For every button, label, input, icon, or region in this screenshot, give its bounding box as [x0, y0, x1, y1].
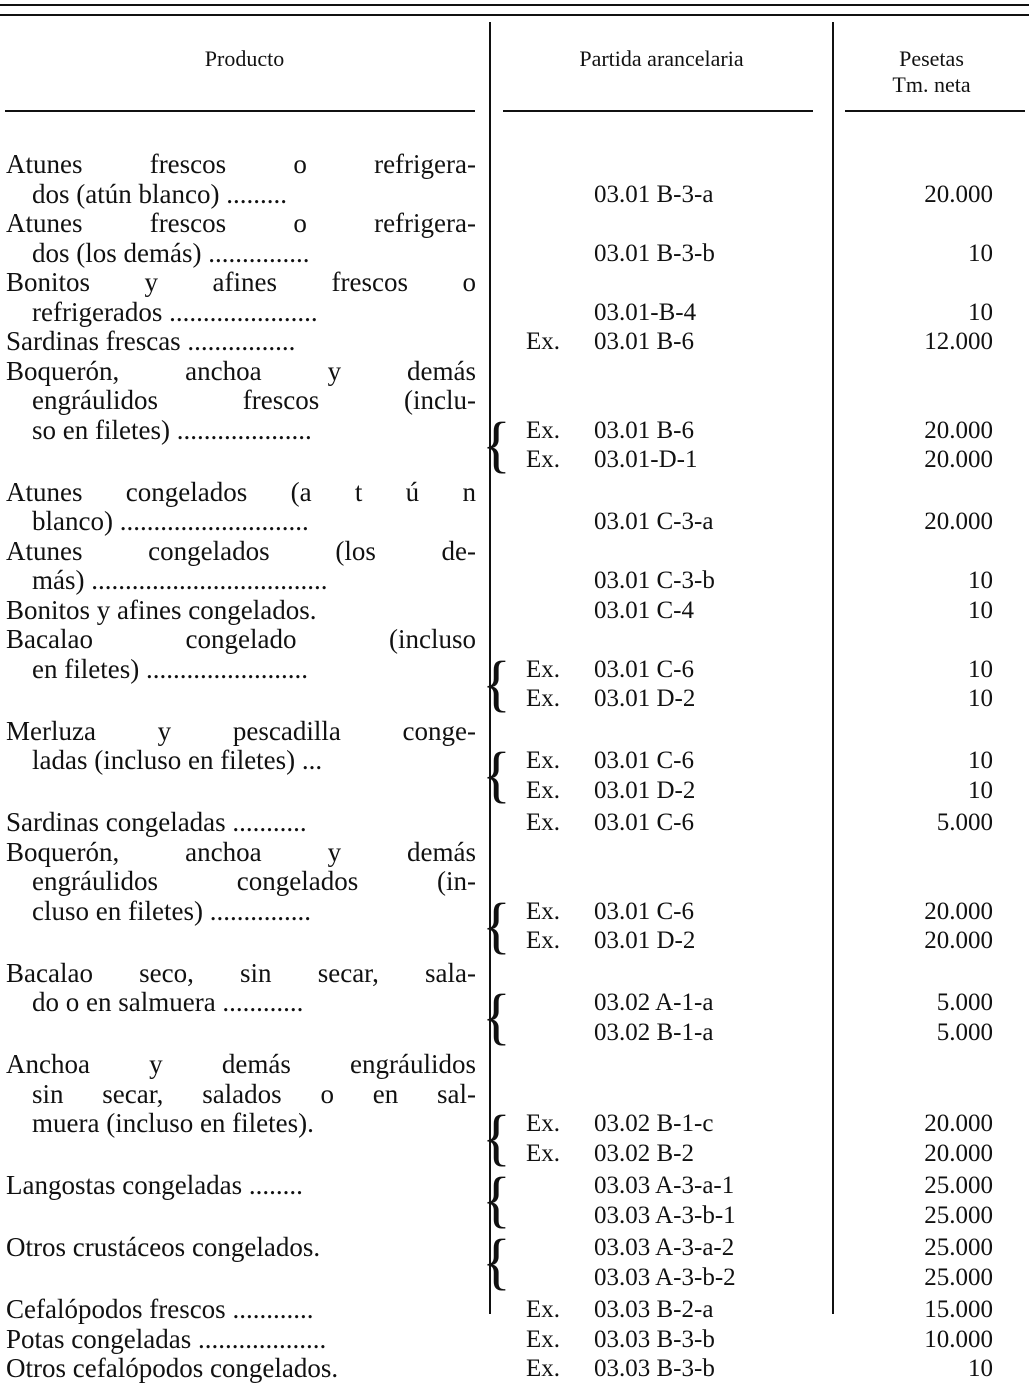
pesetas-value: 10	[968, 1355, 993, 1382]
product-cell	[6, 327, 476, 357]
ex-prefix: Ex.	[526, 1355, 561, 1382]
pesetas-value: 10	[968, 776, 993, 804]
product-line: engráulidos frescos (inclu-	[32, 386, 476, 415]
tariff-cell	[482, 1164, 1029, 1234]
brace-mark: {	[482, 647, 511, 718]
tariff-line	[490, 684, 1029, 714]
pesetas-value: 20.000	[924, 416, 993, 444]
ex-prefix: Ex.	[526, 747, 561, 774]
pesetas-value: 15.000	[924, 1296, 993, 1323]
tariff-line	[490, 298, 1029, 328]
tariff-code: 03.02 B-1-a	[594, 1018, 714, 1046]
product-cell	[6, 537, 476, 596]
table-row	[0, 959, 1029, 1051]
product-cell	[6, 1354, 476, 1384]
header-pesetas	[834, 46, 1029, 98]
tariff-cell	[490, 1295, 1029, 1325]
pesetas-value: 10.000	[924, 1325, 993, 1353]
pesetas-value: 20.000	[924, 1139, 993, 1167]
product-line: Langostas congeladas ........	[6, 1171, 303, 1200]
tariff-code: 03.01 D-2	[594, 927, 696, 954]
table-row	[0, 1226, 1029, 1296]
brace-mark: {	[482, 1226, 511, 1296]
tariff-table-body	[0, 150, 1029, 1384]
ex-prefix: Ex.	[526, 927, 561, 954]
tariff-line	[490, 327, 1029, 357]
product-line: Atunes frescos o refrigera-	[6, 209, 476, 238]
product-cell	[6, 1295, 476, 1325]
table-row	[0, 209, 1029, 268]
tariff-cell	[482, 408, 1029, 479]
tariff-code: 03.03 A-3-b-1	[594, 1201, 736, 1229]
tariff-line	[490, 1295, 1029, 1325]
ex-prefix: Ex.	[526, 655, 561, 683]
pesetas-value: 20.000	[924, 180, 993, 208]
product-line: Cefalópodos frescos ............	[6, 1295, 314, 1324]
table-row	[0, 1354, 1029, 1384]
pesetas-value: 20.000	[924, 927, 993, 954]
table-row	[0, 268, 1029, 327]
product-line: Boquerón, anchoa y demás	[6, 356, 476, 386]
product-line: dos (atún blanco) .........	[32, 179, 287, 209]
pesetas-value: 25.000	[924, 1263, 993, 1291]
pesetas-value: 10	[968, 239, 993, 267]
tariff-cell	[490, 566, 1029, 596]
tariff-cell	[482, 889, 1029, 960]
header-underline	[5, 110, 475, 112]
tariff-cell	[482, 981, 1029, 1051]
product-line: Otros cefalópodos congelados.	[6, 1354, 339, 1383]
pesetas-value: 5.000	[936, 809, 993, 836]
product-line: Merluza y pescadilla conge-	[6, 716, 476, 746]
brace-mark: {	[482, 739, 511, 809]
product-line: cluso en filetes) ...............	[32, 896, 311, 926]
product-cell	[6, 357, 476, 446]
product-line: ladas (incluso en filetes) ...	[32, 746, 323, 775]
product-cell	[6, 209, 476, 268]
tariff-line	[490, 1354, 1029, 1384]
product-cell	[6, 625, 476, 684]
tariff-line	[490, 1263, 1029, 1293]
tariff-code: 03.02 B-2	[594, 1139, 694, 1167]
tariff-code: 03.01 C-3-b	[594, 567, 715, 594]
table-row	[0, 327, 1029, 357]
tariff-cell	[490, 1325, 1029, 1355]
pesetas-value: 25.000	[924, 1234, 993, 1261]
product-line: Sardinas frescas ................	[6, 327, 296, 356]
tariff-code: 03.01 B-3-b	[594, 239, 715, 267]
tariff-cell	[490, 808, 1029, 838]
product-cell	[6, 717, 476, 776]
tariff-code: 03.03 A-3-a-1	[594, 1172, 735, 1199]
tariff-line	[490, 808, 1029, 838]
tariff-line	[490, 1109, 1029, 1139]
table-row	[0, 596, 1029, 626]
product-cell	[6, 478, 476, 537]
product-cell	[6, 596, 476, 626]
tariff-code: 03.01 C-3-a	[594, 508, 714, 535]
tariff-cell	[482, 1102, 1029, 1172]
table-row	[0, 1164, 1029, 1234]
tariff-code: 03.03 A-3-b-2	[594, 1263, 736, 1291]
tariff-cell	[490, 327, 1029, 357]
product-cell	[6, 1233, 476, 1263]
tariff-cell	[490, 507, 1029, 537]
tariff-code: 03.03 A-3-a-2	[594, 1234, 735, 1261]
product-line: Otros crustáceos congelados.	[6, 1233, 321, 1262]
ex-prefix: Ex.	[526, 1110, 561, 1137]
table-row	[0, 537, 1029, 596]
pesetas-value: 10	[968, 685, 993, 712]
ex-prefix: Ex.	[526, 446, 561, 473]
table-row	[0, 150, 1029, 209]
tariff-code: 03.03 B-3-b	[594, 1325, 715, 1353]
tariff-cell	[490, 298, 1029, 328]
tariff-cell	[490, 180, 1029, 210]
tariff-line	[490, 1171, 1029, 1201]
tariff-line	[490, 239, 1029, 269]
tariff-code: 03.03 B-3-b	[594, 1355, 715, 1382]
brace-mark: {	[482, 1102, 511, 1172]
product-line: engráulidos congelados (in-	[32, 867, 476, 896]
tariff-line	[490, 655, 1029, 685]
tariff-line	[490, 988, 1029, 1018]
header-underline	[503, 110, 813, 112]
tariff-code: 03.01-B-4	[594, 298, 697, 326]
tariff-line	[490, 180, 1029, 210]
tariff-line	[490, 596, 1029, 626]
product-line: Atunes frescos o refrigera-	[6, 150, 476, 179]
pesetas-value: 20.000	[924, 446, 993, 473]
tariff-line	[490, 1139, 1029, 1169]
product-cell	[6, 1171, 476, 1201]
product-line: Potas congeladas ...................	[6, 1324, 327, 1354]
table-row	[0, 838, 1029, 959]
pesetas-value: 20.000	[924, 1110, 993, 1137]
ex-prefix: Ex.	[526, 416, 561, 444]
product-line: más) ...................................	[32, 566, 328, 595]
tariff-line	[490, 507, 1029, 537]
product-cell	[6, 838, 476, 927]
product-line: en filetes) ........................	[32, 654, 308, 684]
tariff-cell	[490, 596, 1029, 626]
tariff-code: 03.01 C-6	[594, 897, 694, 925]
brace-mark: {	[482, 1164, 511, 1234]
pesetas-value: 10	[968, 596, 993, 624]
table-row	[0, 1325, 1029, 1355]
product-cell	[6, 268, 476, 327]
tariff-line	[490, 1325, 1029, 1355]
tariff-code: 03.01 B-3-a	[594, 180, 714, 208]
tariff-line	[490, 566, 1029, 596]
table-row	[0, 357, 1029, 478]
product-line: Sardinas congeladas ...........	[6, 808, 307, 837]
product-cell	[6, 1325, 476, 1355]
pesetas-value: 12.000	[924, 328, 993, 355]
tariff-line	[490, 1233, 1029, 1263]
tariff-line	[490, 1201, 1029, 1231]
tariff-code: 03.01 D-2	[594, 685, 696, 712]
table-row	[0, 478, 1029, 537]
table-row	[0, 1295, 1029, 1325]
pesetas-value: 5.000	[936, 989, 993, 1016]
brace-mark: {	[482, 889, 511, 960]
tariff-cell	[490, 239, 1029, 269]
tariff-code: 03.02 B-1-c	[594, 1110, 714, 1137]
tariff-line	[490, 1018, 1029, 1048]
product-line: sin secar, salados o en sal-	[32, 1079, 476, 1109]
top-rule-2	[0, 14, 1029, 16]
ex-prefix: Ex.	[526, 1139, 561, 1167]
tariff-code: 03.03 B-2-a	[594, 1296, 714, 1323]
product-line: Anchoa y demás engráulidos	[6, 1050, 476, 1079]
tariff-code: 03.01 C-6	[594, 655, 694, 683]
table-row	[0, 717, 1029, 809]
tariff-code: 03.01 C-4	[594, 596, 694, 624]
brace-mark: {	[482, 981, 511, 1051]
product-line: Atunes congelados (los de-	[6, 536, 476, 566]
tariff-line	[490, 746, 1029, 776]
tariff-line	[490, 776, 1029, 806]
tariff-code: 03.01-D-1	[594, 446, 698, 473]
tariff-code: 03.01 C-6	[594, 747, 694, 774]
product-line: do o en salmuera ............	[32, 988, 304, 1017]
product-cell	[6, 808, 476, 838]
ex-prefix: Ex.	[526, 1296, 561, 1323]
header-pesetas-line1: Pesetas	[899, 46, 964, 71]
pesetas-value: 10	[968, 298, 993, 326]
header-pesetas-line2: Tm. neta	[892, 72, 971, 97]
product-line: Boquerón, anchoa y demás	[6, 837, 476, 867]
table-row	[0, 1050, 1029, 1171]
brace-mark: {	[482, 408, 511, 479]
ex-prefix: Ex.	[526, 776, 561, 804]
tariff-cell	[482, 739, 1029, 809]
ex-prefix: Ex.	[526, 897, 561, 925]
tariff-cell	[482, 1226, 1029, 1296]
tariff-code: 03.01 D-2	[594, 776, 696, 804]
tariff-code: 03.01 B-6	[594, 416, 694, 444]
tariff-line	[490, 416, 1029, 446]
pesetas-value: 10	[968, 747, 993, 774]
ex-prefix: Ex.	[526, 685, 561, 712]
tariff-code: 03.01 B-6	[594, 328, 694, 355]
product-line: muera (incluso en filetes).	[32, 1109, 314, 1138]
product-cell	[6, 959, 476, 1018]
pesetas-value: 5.000	[936, 1018, 993, 1046]
product-line: Bonitos y afines congelados.	[6, 595, 317, 625]
table-row	[0, 808, 1029, 838]
pesetas-value: 20.000	[924, 897, 993, 925]
product-line: Bacalao congelado (incluso	[6, 625, 476, 654]
product-cell	[6, 1050, 476, 1139]
tariff-cell	[482, 647, 1029, 718]
tariff-code: 03.02 A-1-a	[594, 989, 714, 1016]
product-line: Bonitos y afines frescos o	[6, 268, 476, 297]
tariff-code: 03.01 C-6	[594, 809, 694, 836]
header-product: Producto	[204, 46, 285, 71]
tariff-cell	[490, 1354, 1029, 1384]
product-line: Bacalao seco, sin secar, sala-	[6, 958, 476, 988]
pesetas-value: 10	[968, 567, 993, 594]
product-line: dos (los demás) ...............	[32, 238, 310, 268]
header-partida: Partida arancelaria	[579, 46, 744, 71]
ex-prefix: Ex.	[526, 1325, 561, 1353]
ex-prefix: Ex.	[526, 809, 561, 836]
tariff-line	[490, 926, 1029, 956]
product-line: refrigerados ......................	[32, 297, 318, 327]
top-rule	[0, 4, 1029, 6]
product-line: blanco) ............................	[32, 507, 309, 536]
product-cell	[6, 150, 476, 209]
ex-prefix: Ex.	[526, 328, 561, 355]
table-row	[0, 625, 1029, 717]
pesetas-value: 25.000	[924, 1172, 993, 1199]
pesetas-value: 25.000	[924, 1201, 993, 1229]
tariff-line	[490, 897, 1029, 927]
product-line: Atunes congelados (a t ú n	[6, 477, 476, 507]
pesetas-value: 10	[968, 655, 993, 683]
product-line: so en filetes) ....................	[32, 415, 312, 445]
tariff-line	[490, 445, 1029, 475]
pesetas-value: 20.000	[924, 508, 993, 535]
header-underline	[845, 110, 1025, 112]
